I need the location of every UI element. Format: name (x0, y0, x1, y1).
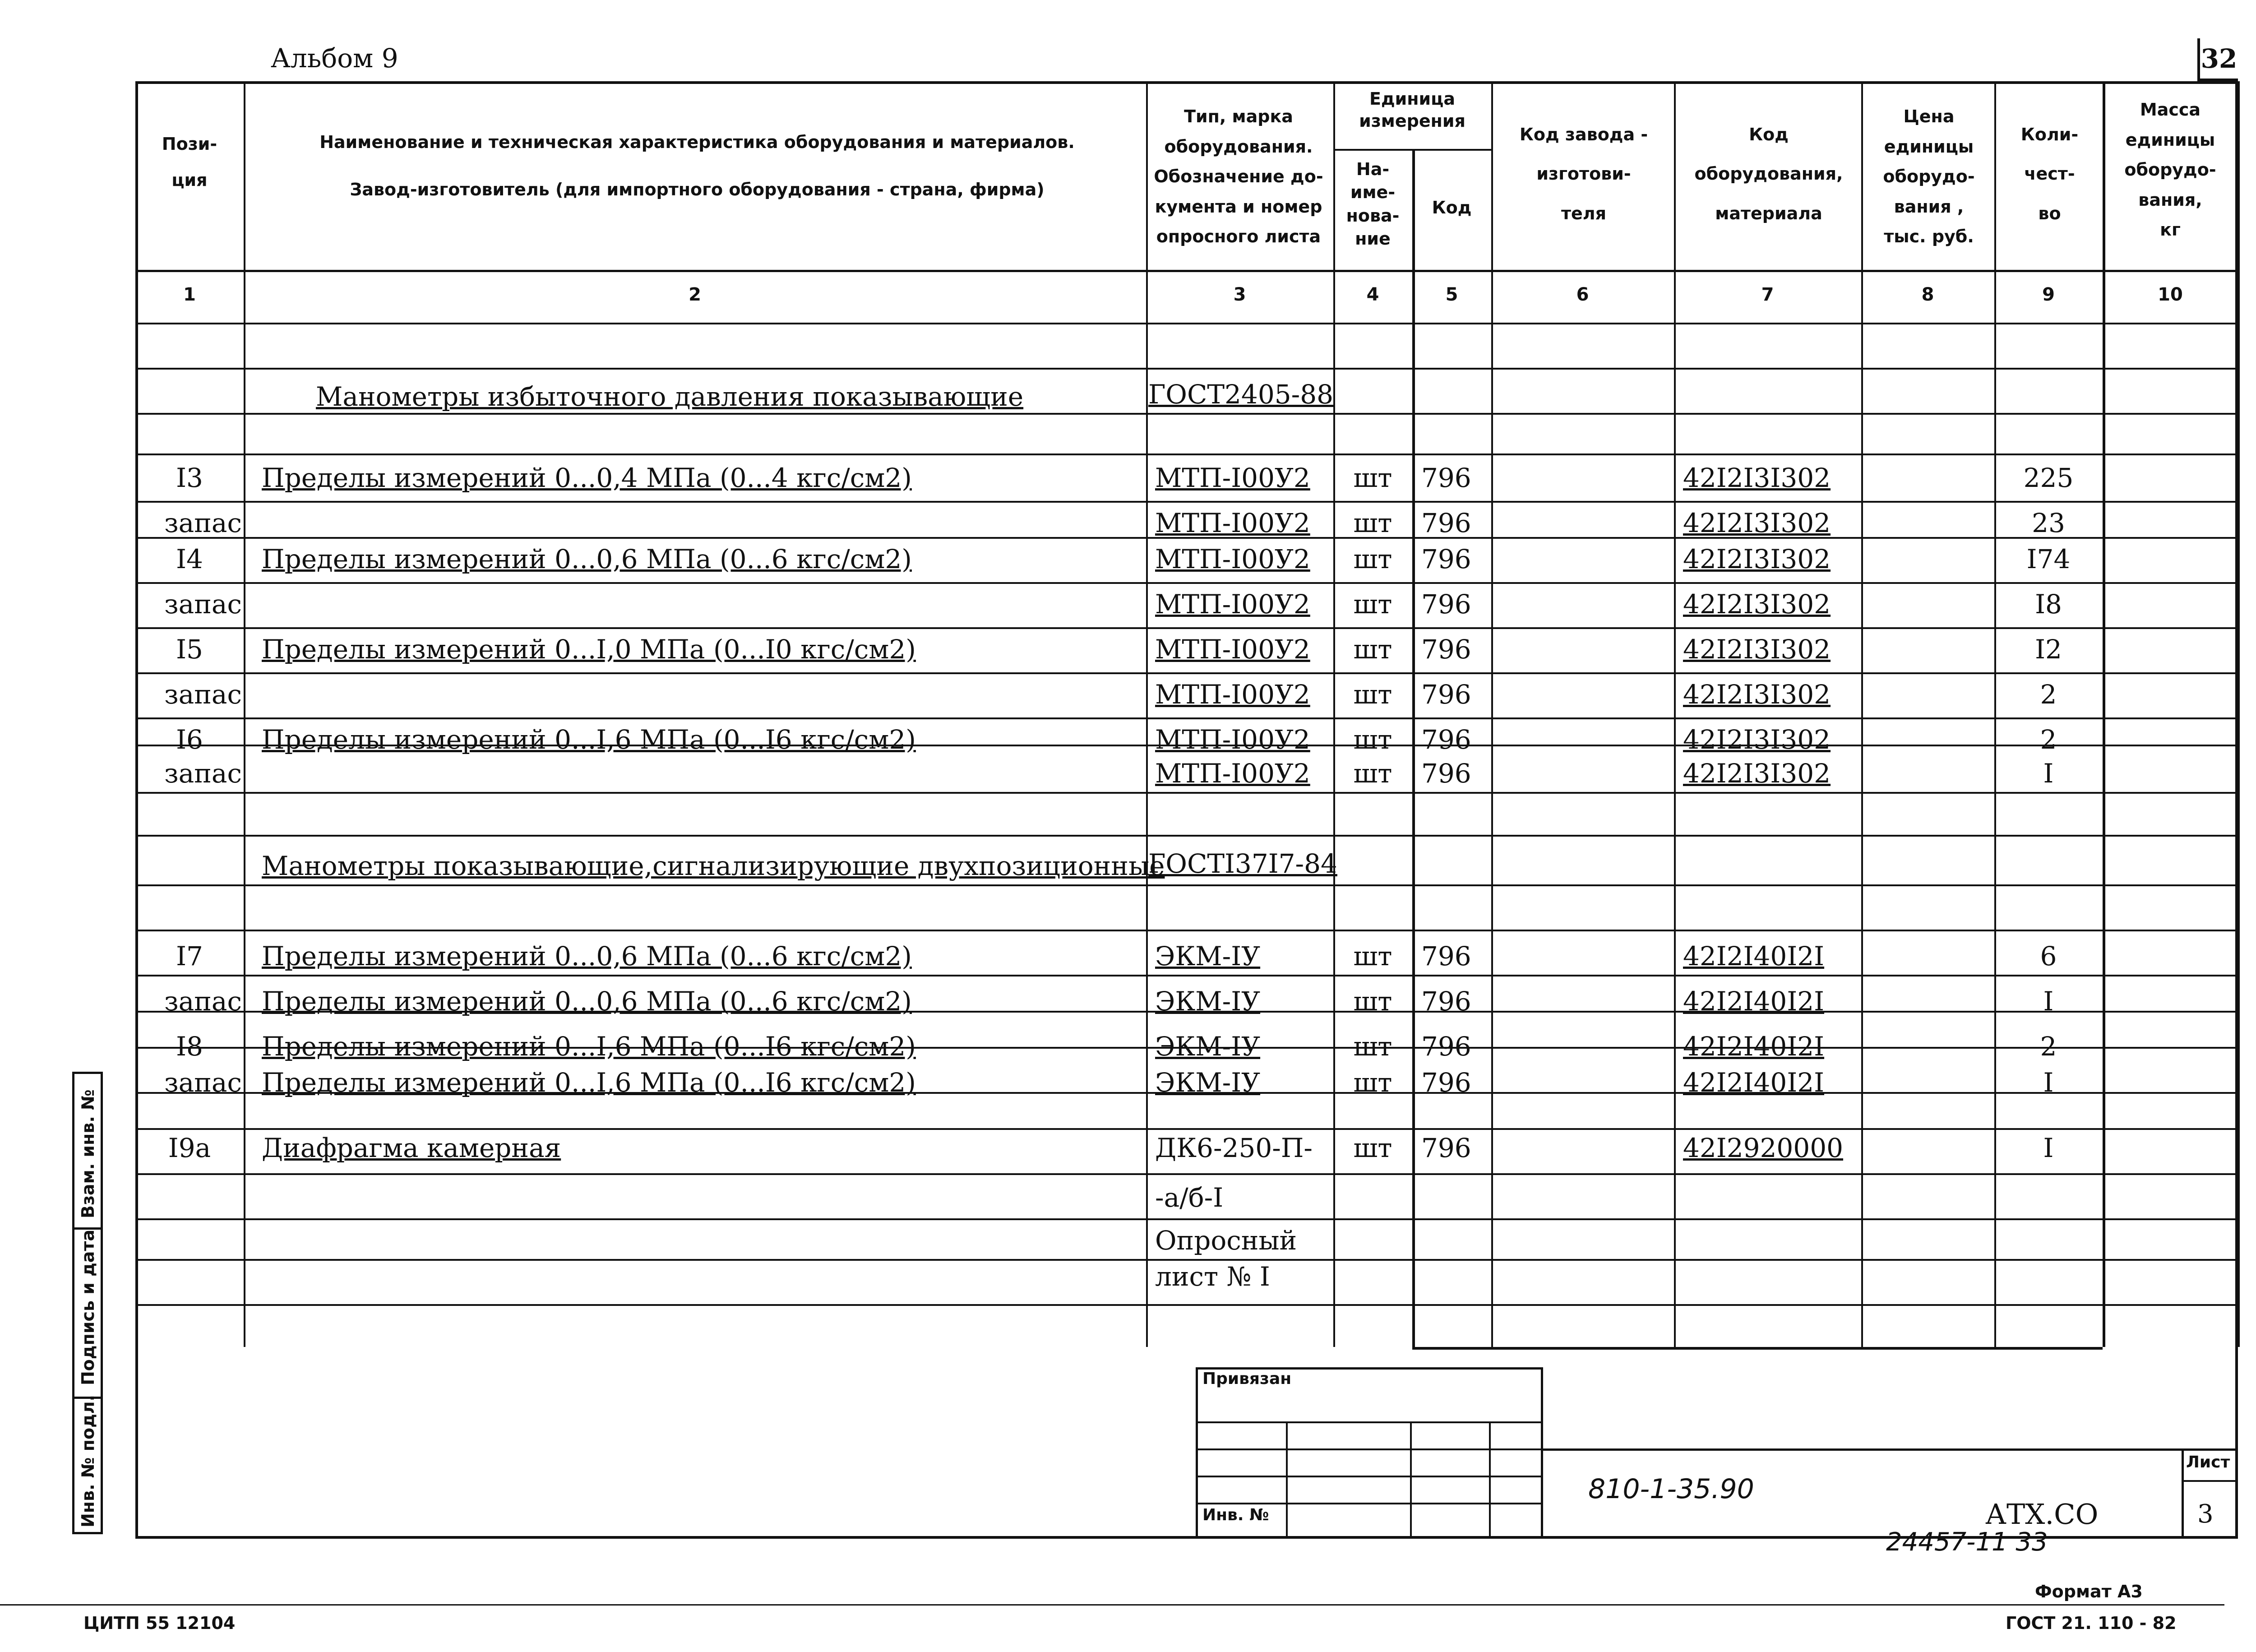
row-type: лист № I (1155, 1261, 1270, 1292)
row-type: МТП-I00У2 (1155, 589, 1310, 620)
row-material-code: 42I2I3I302 (1683, 463, 1831, 493)
row-unit: шт (1353, 544, 1392, 574)
row-position: запас (164, 758, 242, 789)
row-quantity: I (2043, 986, 2054, 1017)
row-type: ЭКМ-IУ (1155, 1067, 1261, 1098)
row-name: Пределы измерений 0...0,6 МПа (0...6 кгс/см2) (262, 941, 912, 972)
column-number-1: 1 (183, 284, 196, 305)
row-unit: шт (1353, 1133, 1392, 1163)
row-unit: шт (1353, 589, 1392, 620)
row-type: МТП-I00У2 (1155, 724, 1310, 755)
row-type: ЭКМ-IУ (1155, 986, 1261, 1017)
sheet-label: Лист (2186, 1453, 2230, 1472)
row-position: запас (164, 508, 242, 538)
row-quantity: I (2043, 758, 2054, 789)
header-unit: Единица измерения (1359, 89, 1465, 131)
row-unit-code: 796 (1421, 463, 1471, 493)
header-equipment-code: Код оборудования, материала (1694, 125, 1843, 223)
column-number-7: 7 (1761, 284, 1774, 305)
row-type: МТП-I00У2 (1155, 544, 1310, 574)
page-number: 32 (2197, 38, 2238, 81)
sheet-number: 3 (2197, 1499, 2214, 1529)
row-name: Пределы измерений 0...I,0 МПа (0...I0 кгс/см2) (262, 634, 916, 665)
header-quantity: Коли- чест- во (2020, 125, 2079, 223)
header-mass: Масса единицы оборудо- вания, кг (2124, 100, 2216, 240)
row-unit: шт (1353, 1031, 1392, 1062)
header-type: Тип, марка оборудования. Обозначение до- кумента и номер опросного листа (1154, 106, 1323, 246)
row-material-code: 42I2I40I2I (1683, 986, 1825, 1017)
row-unit: шт (1353, 679, 1392, 710)
row-quantity: I2 (2035, 634, 2062, 665)
row-unit-code: 796 (1421, 758, 1471, 789)
row-type: ЭКМ-IУ (1155, 1031, 1261, 1062)
header-factory-code: Код завода - изготови- теля (1519, 125, 1648, 223)
row-type: МТП-I00У2 (1155, 634, 1310, 665)
column-number-10: 10 (2158, 284, 2183, 305)
row-unit: шт (1353, 463, 1392, 493)
row-unit: шт (1353, 986, 1392, 1017)
header-unit-code: Код (1432, 198, 1472, 217)
row-unit-code: 796 (1421, 544, 1471, 574)
header-unit-name: На- име- нова- ние (1346, 159, 1400, 249)
header-name-line2: Завод-изготовитель (для импортного оборудования - страна, фирма) (350, 180, 1045, 199)
row-name: Диафрагма камерная (262, 1133, 561, 1163)
row-quantity: 2 (2040, 1031, 2057, 1062)
row-quantity: 2 (2040, 724, 2057, 755)
row-name: Пределы измерений 0...I,6 МПа (0...I6 кгс/см2) (262, 1067, 916, 1098)
row-unit: шт (1353, 724, 1392, 755)
row-position: I6 (176, 724, 203, 755)
row-position: запас (164, 1067, 242, 1098)
row-material-code: 42I2I3I302 (1683, 634, 1831, 665)
column-number-8: 8 (1921, 284, 1934, 305)
column-number-4: 4 (1366, 284, 1379, 305)
row-position: запас (164, 986, 242, 1017)
side-label-signature-date: Подпись и дата (78, 1229, 98, 1385)
footer-format: Формат А3 (2035, 1582, 2143, 1601)
row-position: I9а (168, 1133, 211, 1163)
row-material-code: 42I2920000 (1683, 1133, 1844, 1163)
row-quantity: 6 (2040, 941, 2057, 972)
row-quantity: 2 (2040, 679, 2057, 710)
row-quantity: 225 (2023, 463, 2074, 493)
header-position: Пози- ция (162, 134, 217, 190)
row-position: I5 (176, 634, 203, 665)
row-material-code: 42I2I40I2I (1683, 941, 1825, 972)
footer-left: ЦИТП 55 12104 (83, 1613, 236, 1633)
drawing-designation: АТХ.СО (1985, 1498, 2099, 1531)
row-type: Опросный (1155, 1225, 1297, 1256)
row-unit-code: 796 (1421, 1133, 1471, 1163)
row-material-code: 42I2I3I302 (1683, 679, 1831, 710)
row-name: Пределы измерений 0...I,6 МПа (0...I6 кгс/см2) (262, 724, 916, 755)
row-position: I7 (176, 941, 203, 972)
section-heading: Манометры избыточного давления показывающие (316, 381, 1024, 412)
row-material-code: 42I2I3I302 (1683, 724, 1831, 755)
row-name: Пределы измерений 0...0,6 МПа (0...6 кгс/см2) (262, 544, 912, 574)
row-position: запас (164, 679, 242, 710)
row-unit-code: 796 (1421, 1067, 1471, 1098)
row-unit-code: 796 (1421, 634, 1471, 665)
section-standard: ГОСТI37I7-84 (1148, 848, 1337, 879)
row-material-code: 42I2I3I302 (1683, 758, 1831, 789)
row-material-code: 42I2I3I302 (1683, 508, 1831, 538)
row-type: МТП-I00У2 (1155, 679, 1310, 710)
row-material-code: 42I2I3I302 (1683, 544, 1831, 574)
side-label-original-inv: Инв. № подл. (78, 1394, 98, 1527)
column-number-9: 9 (2042, 284, 2055, 305)
album-title: Альбом 9 (271, 43, 398, 74)
row-unit: шт (1353, 508, 1392, 538)
header-name-line1: Наименование и техническая характеристика оборудования и материалов. (319, 132, 1075, 152)
row-quantity: I8 (2035, 589, 2062, 620)
row-type: -а/б-I (1155, 1182, 1224, 1213)
row-unit-code: 796 (1421, 724, 1471, 755)
row-unit-code: 796 (1421, 679, 1471, 710)
row-unit: шт (1353, 941, 1392, 972)
row-material-code: 42I2I3I302 (1683, 589, 1831, 620)
row-quantity: I (2043, 1067, 2054, 1098)
row-name: Пределы измерений 0...I,6 МПа (0...I6 кгс/см2) (262, 1031, 916, 1062)
row-unit: шт (1353, 634, 1392, 665)
row-position: I3 (176, 463, 203, 493)
column-number-6: 6 (1576, 284, 1589, 305)
row-unit-code: 796 (1421, 986, 1471, 1017)
archive-number: 24457-11 33 (1886, 1527, 2048, 1557)
footer-standard: ГОСТ 21. 110 - 82 (2006, 1613, 2177, 1633)
side-label-replaced-inv: Взам. инв. № (78, 1089, 98, 1218)
column-number-3: 3 (1233, 284, 1246, 305)
row-type: МТП-I00У2 (1155, 463, 1310, 493)
row-material-code: 42I2I40I2I (1683, 1067, 1825, 1098)
row-unit: шт (1353, 758, 1392, 789)
row-quantity: I74 (2026, 544, 2071, 574)
stamp-bound-label: Привязан (1202, 1370, 1292, 1388)
row-quantity: 23 (2032, 508, 2065, 538)
row-quantity: I (2043, 1133, 2054, 1163)
row-type: ЭКМ-IУ (1155, 941, 1261, 972)
row-unit-code: 796 (1421, 1031, 1471, 1062)
row-name: Пределы измерений 0...0,6 МПа (0...6 кгс/см2) (262, 986, 912, 1017)
column-number-5: 5 (1445, 284, 1458, 305)
row-unit-code: 796 (1421, 508, 1471, 538)
row-position: I4 (176, 544, 203, 574)
row-name: Пределы измерений 0...0,4 МПа (0...4 кгс/см2) (262, 463, 912, 493)
row-unit-code: 796 (1421, 589, 1471, 620)
row-position: запас (164, 589, 242, 620)
row-position: I8 (176, 1031, 203, 1062)
stamp-inv-label: Инв. № (1202, 1506, 1269, 1524)
project-code: 810-1-35.90 (1588, 1473, 1754, 1505)
section-standard: ГОСТ2405-88 (1148, 379, 1334, 410)
row-unit-code: 796 (1421, 941, 1471, 972)
row-type: МТП-I00У2 (1155, 758, 1310, 789)
row-material-code: 42I2I40I2I (1683, 1031, 1825, 1062)
row-type: МТП-I00У2 (1155, 508, 1310, 538)
header-price: Цена единицы оборудо- вания , тыс. руб. (1883, 106, 1975, 246)
section-heading: Манометры показывающие,сигнализирующие двухпозиционные (262, 851, 1165, 881)
row-unit: шт (1353, 1067, 1392, 1098)
column-number-2: 2 (689, 284, 701, 305)
row-type: ДК6-250-П- (1155, 1133, 1313, 1163)
